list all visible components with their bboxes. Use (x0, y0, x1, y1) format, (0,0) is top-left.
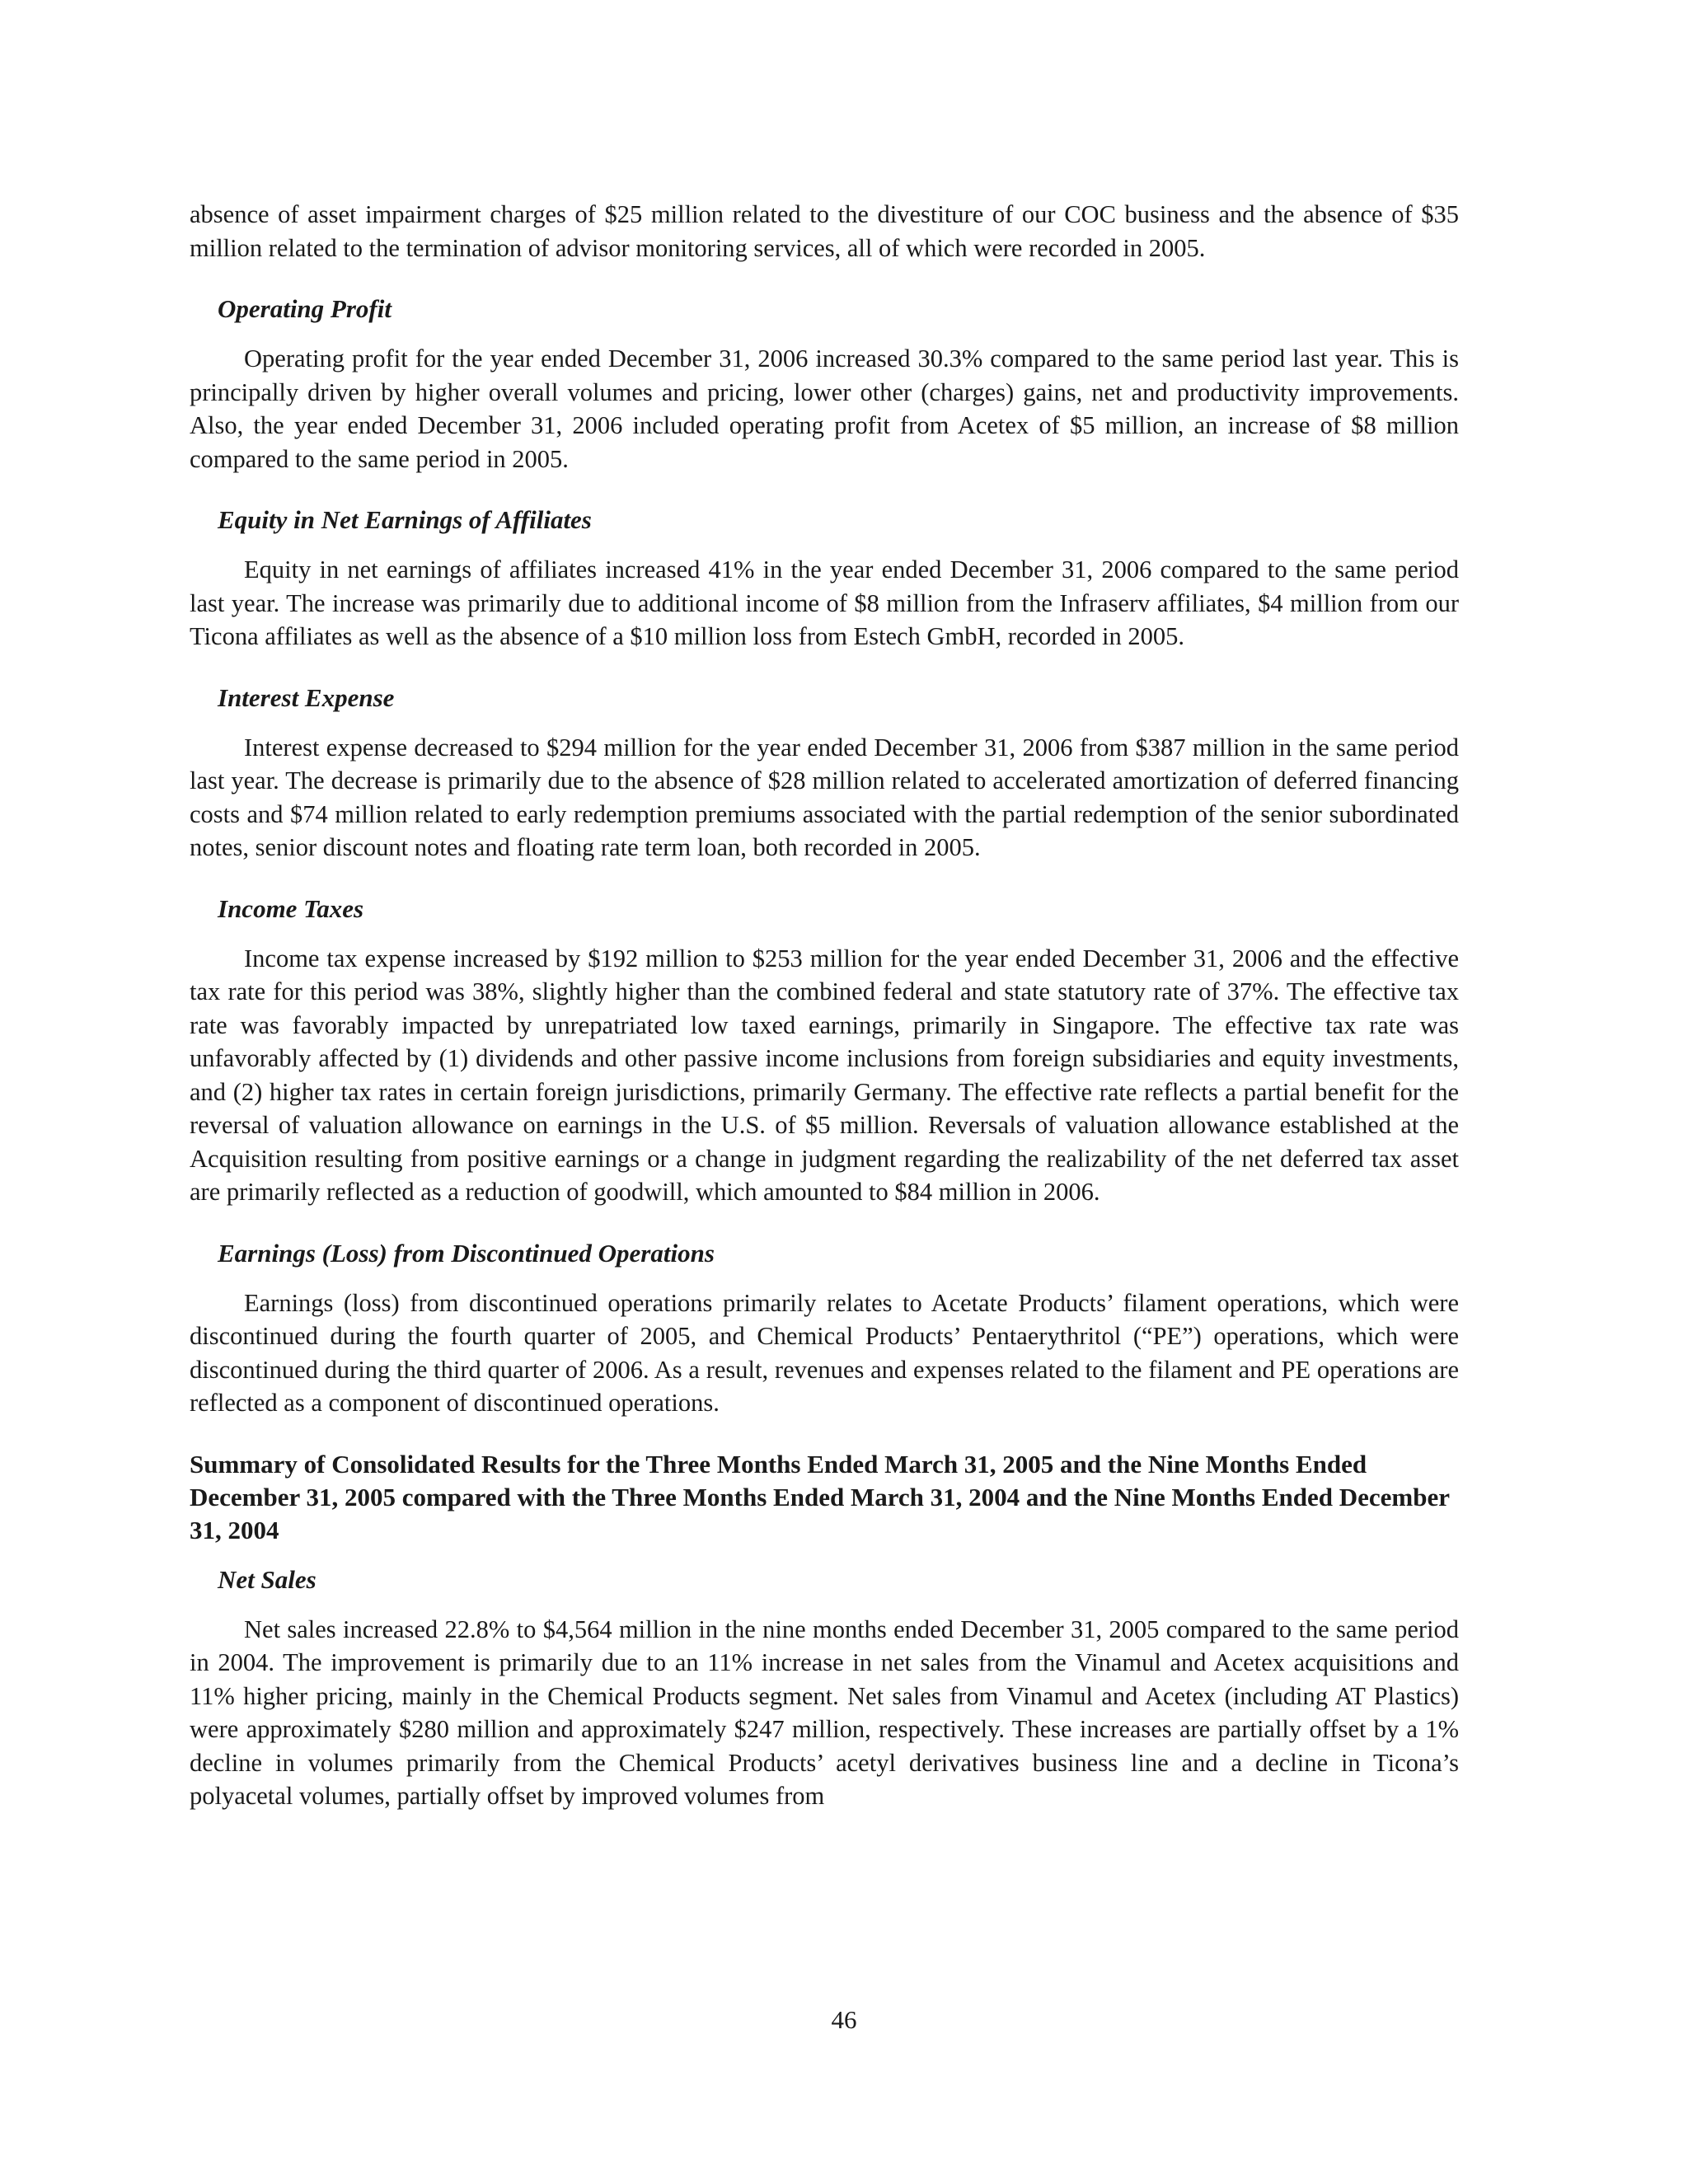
discontinued-operations-heading: Earnings (Loss) from Discontinued Operations (218, 1238, 715, 1268)
income-taxes-paragraph: Income tax expense increased by $192 million to $253 million for the year ended December 31, 2006 and the effective tax rate for this period was 38%, slightly higher than the combined federal and state statutory rate of 37%. The effective tax rate was favorably impacted by unrepatriated low taxed earnings, primarily in Singapore. The effective tax rate was unfavorably affected by (1) dividends and other passive income inclusions from foreign subsidiaries and equity investments, and (2) higher tax rates in certain foreign jurisdictions, primarily Germany. The effective rate reflects a partial benefit for the reversal of valuation allowance on earnings in the U.S. of $5 million. Reversals of valuation allowance established at the Acquisition resulting from positive earnings or a change in judgment regarding the realizability of the net deferred tax asset are primarily reflected as a reduction of goodwill, which amounted to $84 million in 2006. (190, 944, 1459, 1206)
equity-earnings-heading: Equity in Net Earnings of Affiliates (218, 505, 592, 534)
interest-expense-heading: Interest Expense (218, 682, 395, 712)
net-sales-heading: Net Sales (218, 1564, 316, 1594)
operating-profit-heading: Operating Profit (218, 294, 392, 323)
interest-expense-paragraph: Interest expense decreased to $294 million for the year ended December 31, 2006 from $387 million in the same period last year. The decrease is primarily due to the absence of $28 million related to accelerated amortization of deferred financing costs and $74 million related to early redemption premiums associated with the partial redemption of the senior subordinated notes, senior discount notes and floating rate term loan, both recorded in 2005. (190, 733, 1459, 861)
net-sales-paragraph: Net sales increased 22.8% to $4,564 million in the nine months ended December 31, 2005 compared to the same period in 2004. The improvement is primarily due to an 11% increase in net sales from the Vinamul and Acetex acquisitions and 11% higher pricing, mainly in the Chemical Products segment. Net sales from Vinamul and Acetex (including AT Plastics) were approximately $280 million and approximately $247 million, respectively. These increases are partially offset by a 1% decline in volumes primarily from the Chemical Products’ acetyl derivatives business line and a decline in Ticona’s polyacetal volumes, partially offset by improved volumes from (190, 1615, 1459, 1810)
document-body (190, 198, 1459, 1813)
operating-profit-paragraph: Operating profit for the year ended December 31, 2006 increased 30.3% compared to the same period last year. This is principally driven by higher overall volumes and pricing, lower other (charges) gains, net and productivity improvements. Also, the year ended December 31, 2006 included operating profit from Acetex of $5 million, an increase of $8 million compared to the same period in 2005. (190, 344, 1459, 473)
page-number: 46 (831, 2005, 857, 2034)
summary-section-heading: Summary of Consolidated Results for the Three Months Ended March 31, 2005 and the Nine Months Ended December 31, 2005 compared with the Three Months Ended March 31, 2004 and the Nine Months Ended December 31, 2004 (190, 1449, 1450, 1544)
intro-paragraph: absence of asset impairment charges of $25 million related to the divestiture of our COC business and the absence of $35 million related to the termination of advisor monitoring services, all of which were recorded in 2005. (190, 200, 1459, 262)
income-taxes-heading: Income Taxes (218, 893, 364, 923)
equity-earnings-paragraph: Equity in net earnings of affiliates increased 41% in the year ended December 31, 2006 compared to the same period last year. The increase was primarily due to additional income of $8 million from the Infraserv affiliates, $4 million from our Ticona affiliates as well as the absence of a $10 million loss from Estech GmbH, recorded in 2005. (190, 555, 1459, 650)
discontinued-operations-paragraph: Earnings (loss) from discontinued operations primarily relates to Acetate Products’ filament operations, which were discontinued during the fourth quarter of 2005, and Chemical Products’ Pentaerythritol (“PE”) operations, which were discontinued during the third quarter of 2006. As a result, revenues and expenses related to the filament and PE operations are reflected as a component of discontinued operations. (190, 1288, 1459, 1417)
